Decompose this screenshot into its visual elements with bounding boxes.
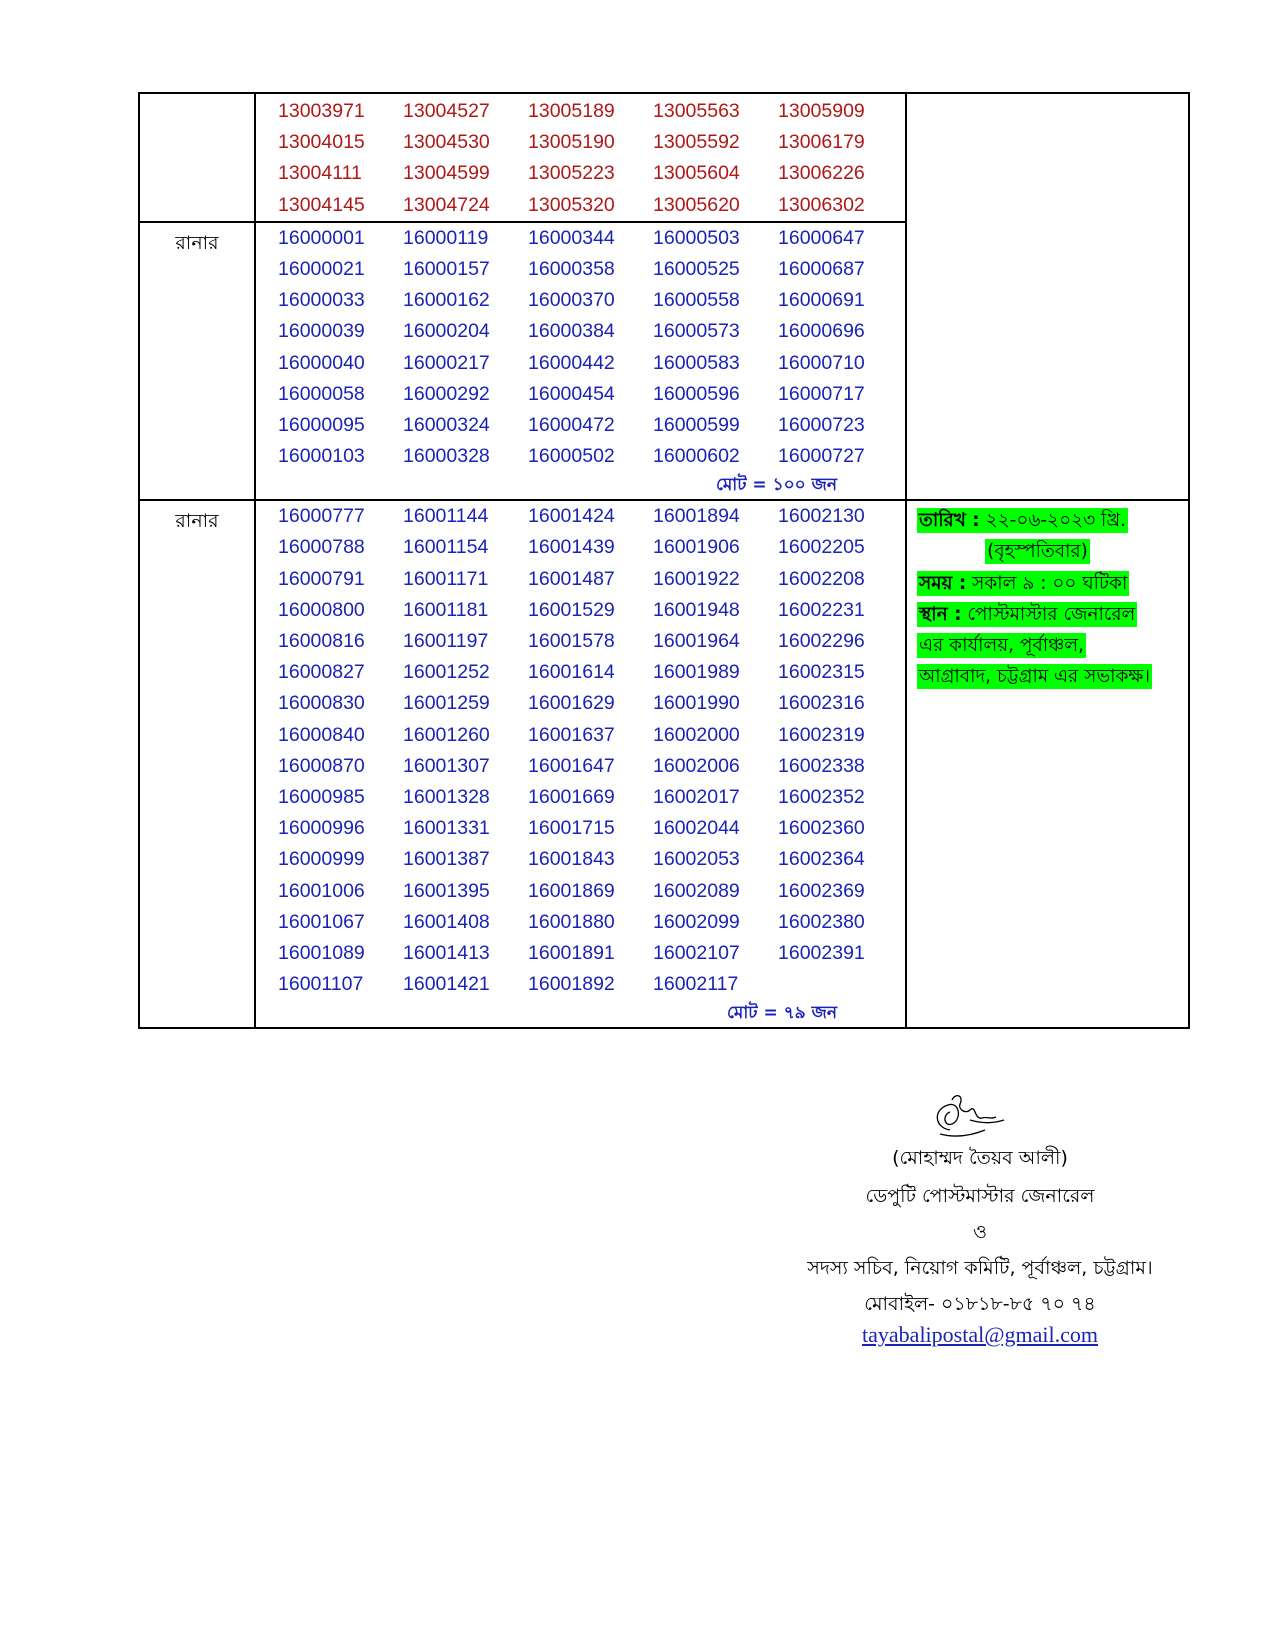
roll-number: 16001421 <box>403 973 490 996</box>
time-value: সকাল ৯ : ০০ ঘটিকা <box>972 572 1128 594</box>
roll-number: 16000442 <box>528 351 615 374</box>
roll-number: 16000723 <box>778 413 865 436</box>
roll-number: 16001067 <box>278 910 365 933</box>
post-cell <box>139 93 255 222</box>
roll-number: 16000717 <box>778 382 865 405</box>
roll-number: 16001181 <box>403 598 489 621</box>
table-row <box>139 500 1189 1028</box>
roll-number: 13004724 <box>403 193 490 216</box>
roll-number: 16000292 <box>403 382 490 405</box>
roll-number: 16001894 <box>653 505 740 528</box>
date-line <box>917 508 1128 533</box>
roll-number: 16000573 <box>653 320 740 343</box>
roll-number: 16001629 <box>528 692 615 715</box>
roll-number: 16000103 <box>278 445 365 468</box>
roll-number: 13004111 <box>278 162 362 185</box>
roll-number: 16000058 <box>278 382 365 405</box>
roll-number: 16002006 <box>653 754 740 777</box>
roll-number-cell <box>255 500 906 1028</box>
exam-info-cell <box>906 500 1189 1028</box>
info-cell-empty <box>906 93 1189 500</box>
email-link[interactable]: tayabalipostal@gmail.com <box>862 1322 1098 1347</box>
signatory-role: সদস্য সচিব, নিয়োগ কমিটি, পূর্বাঞ্চল, চট্টগ্রাম। <box>807 1257 1153 1279</box>
roll-number: 13004527 <box>403 100 490 122</box>
roll-number: 16001107 <box>278 973 364 996</box>
total-count: মোট = ১০০ জন <box>715 475 837 496</box>
roll-number: 16002053 <box>653 848 740 871</box>
roll-number: 13005223 <box>528 162 615 185</box>
roll-number: 16000840 <box>278 723 365 746</box>
roll-number: 16002380 <box>778 910 865 933</box>
roll-number: 13006226 <box>778 162 865 185</box>
place-value-3: আগ্রাবাদ, চট্টগ্রাম এর সভাকক্ষ। <box>919 666 1151 688</box>
roll-number: 16000602 <box>653 445 740 468</box>
place-label: স্থান : <box>919 603 962 625</box>
roll-number: 16000827 <box>278 661 365 684</box>
roll-number: 16001843 <box>528 848 615 871</box>
roll-number: 16002319 <box>778 723 865 746</box>
roll-number: 16000583 <box>653 351 740 374</box>
signatory-email-wrap <box>780 1322 1180 1348</box>
roll-number-grid <box>256 223 905 473</box>
signatory-and: ও <box>973 1221 987 1243</box>
place-line <box>917 602 1137 627</box>
roll-number: 16001144 <box>403 505 489 528</box>
roll-number: 16000830 <box>278 692 365 715</box>
roll-number: 16002130 <box>778 505 865 528</box>
roll-number: 16000157 <box>403 257 490 280</box>
roll-number: 16001259 <box>403 692 490 715</box>
roll-number: 16000558 <box>653 289 740 312</box>
signature-icon <box>930 1090 1010 1145</box>
roll-number: 16000788 <box>278 536 365 559</box>
roll-number: 16001637 <box>528 723 615 746</box>
roll-number: 13003971 <box>278 100 365 122</box>
date-value: ২২-০৬-২০২৩ খ্রি. <box>985 510 1126 532</box>
roll-number: 13004145 <box>278 193 365 216</box>
roll-number: 16000870 <box>278 754 365 777</box>
roll-number: 16001669 <box>528 785 615 808</box>
roll-number: 13005592 <box>653 131 740 154</box>
roll-number: 16000596 <box>653 382 740 405</box>
roll-number: 13006302 <box>778 193 865 216</box>
exam-info <box>907 501 1188 692</box>
roll-number <box>778 969 903 1000</box>
roll-number: 16001328 <box>403 785 490 808</box>
roll-number: 16000691 <box>778 289 865 312</box>
roll-number: 16001408 <box>403 910 490 933</box>
time-line <box>917 571 1129 596</box>
roll-number: 16001990 <box>653 692 740 715</box>
roll-number: 16002117 <box>653 973 739 996</box>
roll-number-cell <box>255 222 906 501</box>
roll-number: 16001614 <box>528 661 615 684</box>
roll-number: 13005604 <box>653 162 740 185</box>
post-cell: রানার <box>139 222 255 501</box>
roll-number: 16002205 <box>778 536 865 559</box>
roll-number: 16000370 <box>528 289 615 312</box>
roll-number: 16002360 <box>778 817 865 840</box>
roll-number: 16001529 <box>528 598 615 621</box>
roll-number: 16000454 <box>528 382 615 405</box>
roll-number: 16000816 <box>278 630 365 652</box>
roll-number: 16002352 <box>778 785 865 808</box>
roll-number: 16001869 <box>528 879 615 902</box>
place-value-2: এর কার্যালয়, পূর্বাঞ্চল, <box>919 635 1084 657</box>
roll-number: 16000039 <box>278 320 365 343</box>
roll-number: 16001387 <box>403 848 490 871</box>
roll-number: 16000777 <box>278 505 365 528</box>
roll-number: 16000204 <box>403 320 490 343</box>
roll-number: 13004015 <box>278 131 365 154</box>
roll-number: 16002044 <box>653 817 740 840</box>
roll-number: 16001331 <box>403 817 490 840</box>
roll-number: 16000344 <box>528 226 615 249</box>
roll-number: 16000800 <box>278 598 365 621</box>
roll-number: 16000095 <box>278 413 365 436</box>
roll-number: 16002296 <box>778 630 865 652</box>
roll-number: 16001413 <box>403 941 490 964</box>
roll-number: 16000727 <box>778 445 865 468</box>
roll-number: 16000791 <box>278 567 365 590</box>
roll-number: 16002391 <box>778 941 865 964</box>
time-label: সময় : <box>919 572 967 594</box>
roll-number: 16000710 <box>778 351 865 374</box>
roll-number: 16000687 <box>778 257 865 280</box>
roll-number: 16001578 <box>528 630 615 652</box>
signatory-mobile: মোবাইল- ০১৮১৮-৮৫ ৭০ ৭৪ <box>864 1293 1096 1315</box>
roll-number: 16000162 <box>403 289 490 312</box>
roll-number: 16002364 <box>778 848 865 871</box>
roll-number: 16001892 <box>528 973 615 996</box>
roll-number: 16002369 <box>778 879 865 902</box>
roll-number: 16001439 <box>528 536 615 559</box>
roll-number: 13004530 <box>403 131 490 154</box>
roll-number: 16002000 <box>653 723 740 746</box>
roll-number: 16000696 <box>778 320 865 343</box>
roll-number: 13004599 <box>403 162 490 185</box>
roll-number: 16000525 <box>653 257 740 280</box>
roll-number: 16000502 <box>528 445 615 468</box>
roll-number: 16002338 <box>778 754 865 777</box>
total-count: মোট = ৭৯ জন <box>727 1003 837 1024</box>
roll-number: 16000985 <box>278 785 365 808</box>
roll-number: 13005909 <box>778 100 865 122</box>
post-cell: রানার <box>139 500 255 1028</box>
roll-number-grid <box>256 501 905 1000</box>
roll-number: 16000033 <box>278 289 365 312</box>
roll-number: 16001989 <box>653 661 740 684</box>
roll-number: 13005620 <box>653 193 740 216</box>
roll-number: 13006179 <box>778 131 865 154</box>
roll-number: 16001906 <box>653 536 740 559</box>
roll-number: 16001922 <box>653 567 740 590</box>
roll-number: 16000328 <box>403 445 490 468</box>
roll-number: 16002107 <box>653 941 740 964</box>
table-row <box>139 93 1189 222</box>
roll-number: 16002315 <box>778 661 865 684</box>
roll-number: 13005320 <box>528 193 615 216</box>
roll-number: 16001891 <box>528 941 615 964</box>
roll-number: 16001260 <box>403 723 490 746</box>
roll-number: 16000040 <box>278 351 365 374</box>
roll-number: 16001964 <box>653 630 740 652</box>
roll-number: 16002099 <box>653 910 740 933</box>
signatory-designation: ডেপুটি পোস্টমাস্টার জেনারেল <box>865 1185 1095 1207</box>
roll-number: 16001715 <box>528 817 615 840</box>
roll-number-grid <box>256 96 905 221</box>
roll-number: 16001307 <box>403 754 490 777</box>
roll-number: 16001948 <box>653 598 740 621</box>
roll-number: 16001647 <box>528 754 615 777</box>
roll-number: 16000119 <box>403 226 489 249</box>
place-value-1: পোস্টমাস্টার জেনারেল <box>967 603 1136 625</box>
roll-number: 16000217 <box>403 351 490 374</box>
roll-number: 16001197 <box>403 630 489 652</box>
roll-number: 13005189 <box>528 100 615 122</box>
roll-number: 16000999 <box>278 848 365 871</box>
roll-number: 13005190 <box>528 131 615 154</box>
roll-number: 16002316 <box>778 692 865 715</box>
roll-number: 16002208 <box>778 567 865 590</box>
roll-number: 16001487 <box>528 567 615 590</box>
roll-number: 16000358 <box>528 257 615 280</box>
roll-number: 16001424 <box>528 505 615 528</box>
roll-number: 16001395 <box>403 879 490 902</box>
roll-number: 16001252 <box>403 661 490 684</box>
roll-number: 16000599 <box>653 413 740 436</box>
roll-number: 13005563 <box>653 100 740 122</box>
roll-number: 16000996 <box>278 817 365 840</box>
day-line: (বৃহস্পতিবার) <box>987 541 1088 563</box>
roll-number: 16001171 <box>403 567 489 590</box>
roll-number-cell <box>255 93 906 222</box>
date-label: তারিখ : <box>919 510 980 532</box>
roll-number: 16000324 <box>403 413 490 436</box>
roll-number: 16001154 <box>403 536 489 559</box>
roll-number: 16002017 <box>653 785 740 808</box>
roll-number: 16000647 <box>778 226 865 249</box>
roll-number: 16000001 <box>278 226 365 249</box>
roll-number: 16000021 <box>278 257 365 280</box>
roll-number: 16001089 <box>278 941 365 964</box>
roll-number: 16000472 <box>528 413 615 436</box>
roll-number: 16000503 <box>653 226 740 249</box>
roll-number: 16002231 <box>778 598 865 621</box>
roll-number: 16002089 <box>653 879 740 902</box>
result-table <box>138 92 1190 1029</box>
roll-number: 16001880 <box>528 910 615 933</box>
signatory-name: (মোহাম্মদ তৈয়ব আলী) <box>892 1147 1068 1169</box>
roll-number: 16001006 <box>278 879 365 902</box>
roll-number: 16000384 <box>528 320 615 343</box>
